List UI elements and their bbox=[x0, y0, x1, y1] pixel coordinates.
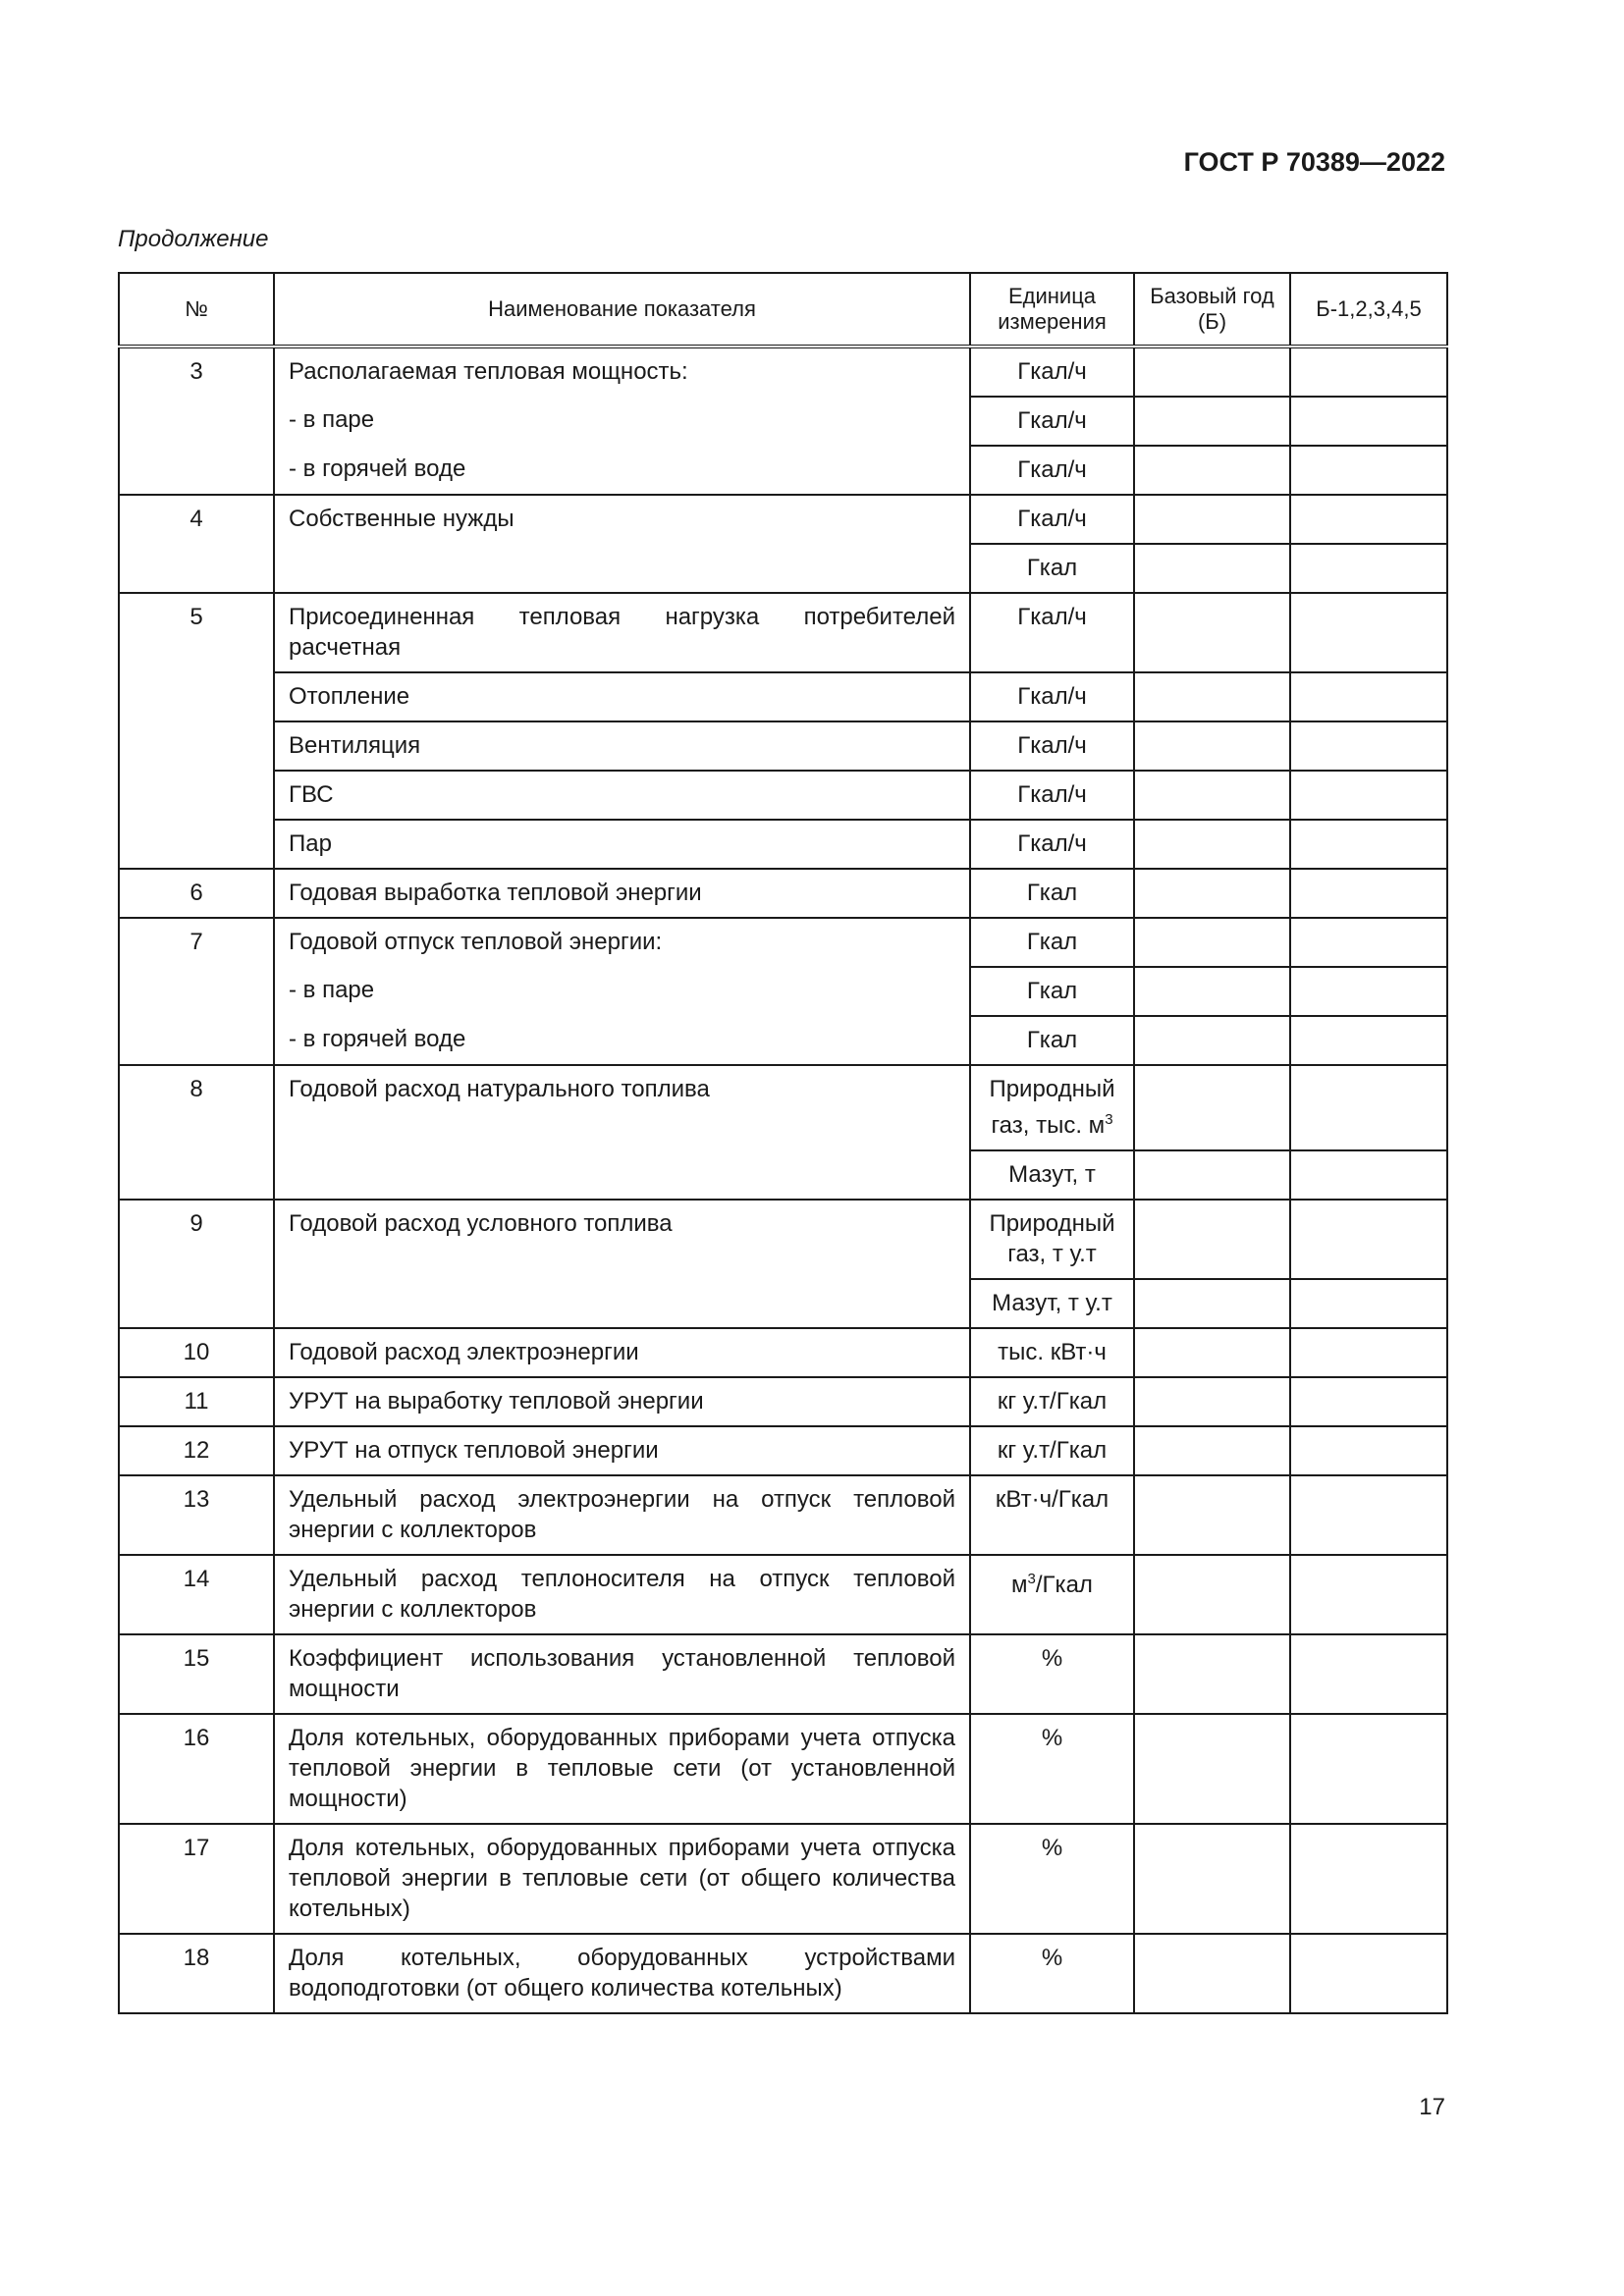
table-row bbox=[119, 446, 1447, 495]
base-year-cell bbox=[1134, 1279, 1290, 1328]
continuation-label: Продолжение bbox=[118, 226, 269, 252]
unit-cell: Мазут, т bbox=[970, 1150, 1134, 1200]
table-row bbox=[119, 495, 1447, 544]
base-year-cell bbox=[1134, 1934, 1290, 2013]
base-year-cell bbox=[1134, 1824, 1290, 1934]
row-number: 11 bbox=[119, 1377, 274, 1426]
indicator-name: Удельный расход электроэнергии на отпуск тепловой энергии с коллекторов bbox=[274, 1475, 970, 1555]
unit-cell: % bbox=[970, 1934, 1134, 2013]
unit-text: Природный газ, тыс. м bbox=[989, 1076, 1115, 1139]
indicator-name: Присоединенная тепловая нагрузка потребителей расчетная bbox=[274, 593, 970, 672]
unit-cell: Гкал/ч bbox=[970, 593, 1134, 672]
row-number: 7 bbox=[119, 918, 274, 1065]
base-year-cell bbox=[1134, 1475, 1290, 1555]
row-number: 13 bbox=[119, 1475, 274, 1555]
indicator-name: Коэффициент использования установленной тепловой мощности bbox=[274, 1634, 970, 1714]
indicator-name: Располагаемая тепловая мощность: bbox=[274, 347, 970, 397]
previous-years-cell bbox=[1290, 918, 1447, 967]
unit-cell: Гкал bbox=[970, 918, 1134, 967]
indicator-name: УРУТ на выработку тепловой энергии bbox=[274, 1377, 970, 1426]
unit-cell: % bbox=[970, 1634, 1134, 1714]
unit-cell: тыс. кВт·ч bbox=[970, 1328, 1134, 1377]
previous-years-cell bbox=[1290, 967, 1447, 1016]
base-year-cell bbox=[1134, 1634, 1290, 1714]
base-year-cell bbox=[1134, 347, 1290, 397]
unit-text: м bbox=[1011, 1572, 1028, 1598]
indicator-subitem: Вентиляция bbox=[274, 721, 970, 771]
indicator-name: Годовой расход условного топлива bbox=[274, 1200, 970, 1328]
previous-years-cell bbox=[1290, 1634, 1447, 1714]
previous-years-cell bbox=[1290, 1279, 1447, 1328]
previous-years-cell bbox=[1290, 397, 1447, 446]
base-year-cell bbox=[1134, 495, 1290, 544]
row-number: 3 bbox=[119, 347, 274, 495]
unit-cell: Гкал/ч bbox=[970, 495, 1134, 544]
previous-years-cell bbox=[1290, 1200, 1447, 1279]
unit-cell bbox=[970, 1555, 1134, 1634]
table-row bbox=[119, 1016, 1447, 1065]
base-year-cell bbox=[1134, 397, 1290, 446]
row-number: 18 bbox=[119, 1934, 274, 2013]
previous-years-cell bbox=[1290, 1714, 1447, 1824]
row-number: 15 bbox=[119, 1634, 274, 1714]
base-year-cell bbox=[1134, 1200, 1290, 1279]
row-number: 6 bbox=[119, 869, 274, 918]
unit-cell: Гкал bbox=[970, 869, 1134, 918]
unit-cell: Гкал bbox=[970, 544, 1134, 593]
unit-cell: кг у.т/Гкал bbox=[970, 1426, 1134, 1475]
unit-cell: Гкал/ч bbox=[970, 672, 1134, 721]
table-row bbox=[119, 593, 1447, 672]
base-year-cell bbox=[1134, 1426, 1290, 1475]
unit-cell: Гкал/ч bbox=[970, 771, 1134, 820]
unit-text-tail: /Гкал bbox=[1035, 1572, 1093, 1598]
unit-cell: Гкал/ч bbox=[970, 446, 1134, 495]
unit-cell: Гкал/ч bbox=[970, 820, 1134, 869]
base-year-cell bbox=[1134, 1714, 1290, 1824]
indicators-table bbox=[118, 272, 1448, 2014]
indicator-name: Годовая выработка тепловой энергии bbox=[274, 869, 970, 918]
table-row bbox=[119, 1475, 1447, 1555]
indicator-subitem: - в горячей воде bbox=[274, 446, 970, 495]
column-header-num: № bbox=[119, 273, 274, 347]
indicator-subitem: - в горячей воде bbox=[274, 1016, 970, 1065]
previous-years-cell bbox=[1290, 1426, 1447, 1475]
base-year-cell bbox=[1134, 869, 1290, 918]
unit-cell: Природный газ, т у.т bbox=[970, 1200, 1134, 1279]
table-row bbox=[119, 1934, 1447, 2013]
previous-years-cell bbox=[1290, 446, 1447, 495]
row-number: 4 bbox=[119, 495, 274, 593]
document-designation: ГОСТ Р 70389—2022 bbox=[1183, 147, 1445, 177]
row-number: 10 bbox=[119, 1328, 274, 1377]
table-row bbox=[119, 1065, 1447, 1150]
column-header-unit: Единица измерения bbox=[970, 273, 1134, 347]
row-number: 5 bbox=[119, 593, 274, 869]
unit-cell: кВт·ч/Гкал bbox=[970, 1475, 1134, 1555]
previous-years-cell bbox=[1290, 495, 1447, 544]
indicator-subitem: Отопление bbox=[274, 672, 970, 721]
base-year-cell bbox=[1134, 721, 1290, 771]
previous-years-cell bbox=[1290, 672, 1447, 721]
previous-years-cell bbox=[1290, 820, 1447, 869]
previous-years-cell bbox=[1290, 1150, 1447, 1200]
unit-cell: Гкал/ч bbox=[970, 721, 1134, 771]
unit-cell bbox=[970, 1065, 1134, 1150]
previous-years-cell bbox=[1290, 593, 1447, 672]
unit-cell: кг у.т/Гкал bbox=[970, 1377, 1134, 1426]
row-number: 14 bbox=[119, 1555, 274, 1634]
base-year-cell bbox=[1134, 967, 1290, 1016]
base-year-cell bbox=[1134, 1377, 1290, 1426]
table-row bbox=[119, 721, 1447, 771]
column-header-previous-years: Б-1,2,3,4,5 bbox=[1290, 273, 1447, 347]
indicator-subitem: - в паре bbox=[274, 967, 970, 1016]
indicator-subitem: Пар bbox=[274, 820, 970, 869]
indicator-name: Доля котельных, оборудованных приборами учета отпуска тепловой энергии в тепловые сети (от общего количества котельных) bbox=[274, 1824, 970, 1934]
base-year-cell bbox=[1134, 544, 1290, 593]
table-row bbox=[119, 820, 1447, 869]
page-number: 17 bbox=[1419, 2094, 1445, 2120]
indicator-name: Годовой расход натурального топлива bbox=[274, 1065, 970, 1200]
table-row bbox=[119, 347, 1447, 397]
base-year-cell bbox=[1134, 593, 1290, 672]
previous-years-cell bbox=[1290, 1824, 1447, 1934]
column-header-base-year: Базовый год (Б) bbox=[1134, 273, 1290, 347]
previous-years-cell bbox=[1290, 721, 1447, 771]
table-row bbox=[119, 672, 1447, 721]
unit-cell: % bbox=[970, 1824, 1134, 1934]
indicator-name: Доля котельных, оборудованных устройствами водоподготовки (от общего количества котельных) bbox=[274, 1934, 970, 2013]
previous-years-cell bbox=[1290, 1016, 1447, 1065]
base-year-cell bbox=[1134, 1150, 1290, 1200]
row-number: 12 bbox=[119, 1426, 274, 1475]
indicator-name: Годовой расход электроэнергии bbox=[274, 1328, 970, 1377]
indicator-subitem: ГВС bbox=[274, 771, 970, 820]
unit-cell: Мазут, т у.т bbox=[970, 1279, 1134, 1328]
base-year-cell bbox=[1134, 446, 1290, 495]
previous-years-cell bbox=[1290, 1377, 1447, 1426]
base-year-cell bbox=[1134, 1016, 1290, 1065]
previous-years-cell bbox=[1290, 869, 1447, 918]
row-number: 8 bbox=[119, 1065, 274, 1200]
base-year-cell bbox=[1134, 820, 1290, 869]
table-row bbox=[119, 771, 1447, 820]
base-year-cell bbox=[1134, 1328, 1290, 1377]
unit-superscript: 3 bbox=[1027, 1571, 1036, 1587]
table-row bbox=[119, 967, 1447, 1016]
indicator-name: УРУТ на отпуск тепловой энергии bbox=[274, 1426, 970, 1475]
previous-years-cell bbox=[1290, 1475, 1447, 1555]
previous-years-cell bbox=[1290, 544, 1447, 593]
unit-cell: Гкал bbox=[970, 967, 1134, 1016]
base-year-cell bbox=[1134, 918, 1290, 967]
previous-years-cell bbox=[1290, 1065, 1447, 1150]
indicator-name: Годовой отпуск тепловой энергии: bbox=[274, 918, 970, 967]
base-year-cell bbox=[1134, 1555, 1290, 1634]
row-number: 17 bbox=[119, 1824, 274, 1934]
previous-years-cell bbox=[1290, 1555, 1447, 1634]
unit-cell: Гкал/ч bbox=[970, 397, 1134, 446]
table-row bbox=[119, 1377, 1447, 1426]
base-year-cell bbox=[1134, 672, 1290, 721]
table-row bbox=[119, 869, 1447, 918]
unit-superscript: 3 bbox=[1105, 1111, 1113, 1128]
indicator-name: Удельный расход теплоносителя на отпуск тепловой энергии с коллекторов bbox=[274, 1555, 970, 1634]
row-number: 9 bbox=[119, 1200, 274, 1328]
base-year-cell bbox=[1134, 771, 1290, 820]
unit-cell: Гкал/ч bbox=[970, 347, 1134, 397]
table-row bbox=[119, 1555, 1447, 1634]
previous-years-cell bbox=[1290, 1328, 1447, 1377]
table-row bbox=[119, 1328, 1447, 1377]
table-row bbox=[119, 397, 1447, 446]
table-row bbox=[119, 918, 1447, 967]
previous-years-cell bbox=[1290, 1934, 1447, 2013]
table-row bbox=[119, 1824, 1447, 1934]
unit-cell: Гкал bbox=[970, 1016, 1134, 1065]
base-year-cell bbox=[1134, 1065, 1290, 1150]
table-row bbox=[119, 1634, 1447, 1714]
indicator-name: Собственные нужды bbox=[274, 495, 970, 593]
table-row bbox=[119, 1714, 1447, 1824]
table-row bbox=[119, 1200, 1447, 1279]
indicator-subitem: - в паре bbox=[274, 397, 970, 446]
indicator-name: Доля котельных, оборудованных приборами учета отпуска тепловой энергии в тепловые сети (от установленной мощности) bbox=[274, 1714, 970, 1824]
table-row bbox=[119, 1426, 1447, 1475]
previous-years-cell bbox=[1290, 771, 1447, 820]
row-number: 16 bbox=[119, 1714, 274, 1824]
unit-cell: % bbox=[970, 1714, 1134, 1824]
column-header-name: Наименование показателя bbox=[274, 273, 970, 347]
previous-years-cell bbox=[1290, 347, 1447, 397]
table-header-row bbox=[119, 273, 1447, 347]
